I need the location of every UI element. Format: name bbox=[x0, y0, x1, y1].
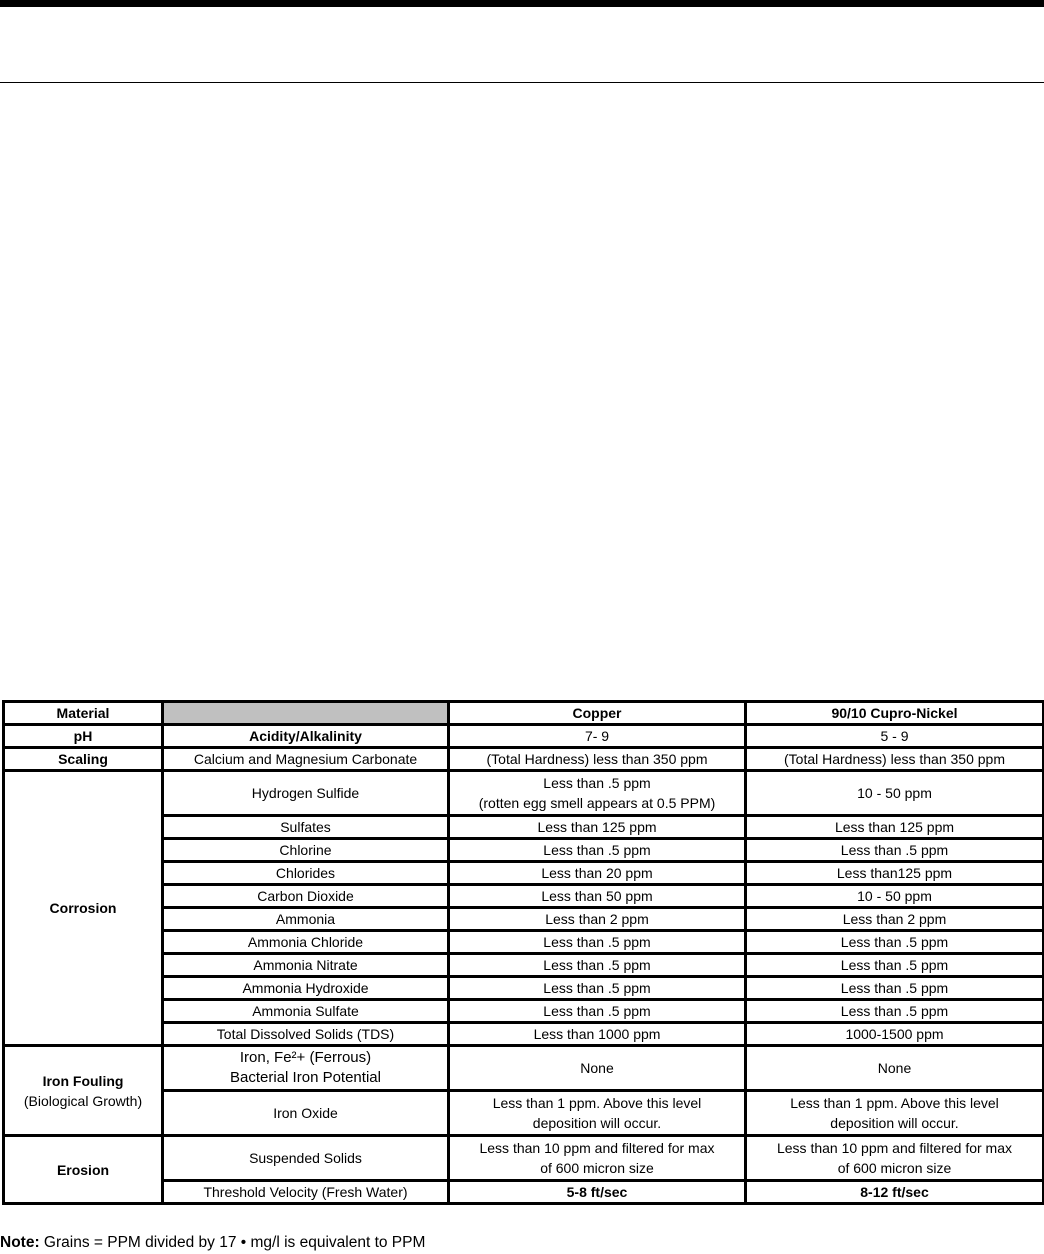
corrosion-copper: Less than .5 ppm bbox=[449, 954, 746, 977]
corrosion-copper: Less than 1000 ppm bbox=[449, 1023, 746, 1046]
ferrous-param-line1: Iron, Fe²+ (Ferrous) bbox=[239, 1049, 372, 1066]
scaling-param: Calcium and Magnesium Carbonate bbox=[163, 748, 449, 771]
iron-fouling-label: Iron Fouling bbox=[42, 1072, 124, 1089]
corrosion-param: Carbon Dioxide bbox=[163, 885, 449, 908]
h2s-param: Hydrogen Sulfide bbox=[163, 771, 449, 816]
oxide-cupro bbox=[746, 1091, 1044, 1136]
corrosion-param: Chlorides bbox=[163, 862, 449, 885]
ph-cupro: 5 - 9 bbox=[746, 725, 1044, 748]
corrosion-cupro: Less than 2 ppm bbox=[746, 908, 1044, 931]
ph-label: pH bbox=[4, 725, 163, 748]
corrosion-param: Ammonia Nitrate bbox=[163, 954, 449, 977]
corrosion-param: Ammonia Sulfate bbox=[163, 1000, 449, 1023]
corrosion-copper: Less than .5 ppm bbox=[449, 977, 746, 1000]
oxide-param: Iron Oxide bbox=[163, 1091, 449, 1136]
ferrous-copper: None bbox=[449, 1046, 746, 1091]
water-quality-table bbox=[2, 700, 1044, 1205]
velocity-cupro: 8-12 ft/sec bbox=[746, 1181, 1044, 1204]
corrosion-cupro: 1000-1500 ppm bbox=[746, 1023, 1044, 1046]
corrosion-copper: Less than .5 ppm bbox=[449, 1000, 746, 1023]
footnote bbox=[0, 1234, 425, 1252]
corrosion-param: Chlorine bbox=[163, 839, 449, 862]
oxide-copper-line1: Less than 1 ppm. Above this level bbox=[492, 1095, 702, 1111]
erosion-label: Erosion bbox=[4, 1136, 163, 1204]
solids-param: Suspended Solids bbox=[163, 1136, 449, 1181]
corrosion-copper: Less than 2 ppm bbox=[449, 908, 746, 931]
iron-ferrous-row bbox=[4, 1046, 1044, 1091]
corrosion-cupro: Less than 125 ppm bbox=[746, 816, 1044, 839]
note-label: Note: bbox=[0, 1234, 40, 1251]
corrosion-param: Sulfates bbox=[163, 816, 449, 839]
solids-copper-line1: Less than 10 ppm and filtered for max bbox=[479, 1140, 715, 1156]
oxide-copper-line2: deposition will occur. bbox=[532, 1115, 662, 1131]
solids-cupro bbox=[746, 1136, 1044, 1181]
corrosion-param: Ammonia Chloride bbox=[163, 931, 449, 954]
corrosion-param: Ammonia bbox=[163, 908, 449, 931]
corrosion-copper: Less than .5 ppm bbox=[449, 931, 746, 954]
scaling-row bbox=[4, 748, 1044, 771]
solids-copper bbox=[449, 1136, 746, 1181]
erosion-solids-row bbox=[4, 1136, 1044, 1181]
corrosion-param: Ammonia Hydroxide bbox=[163, 977, 449, 1000]
h2s-copper-line1: Less than .5 ppm bbox=[543, 775, 651, 791]
oxide-cupro-line2: deposition will occur. bbox=[830, 1115, 959, 1131]
iron-fouling-sublabel: (Biological Growth) bbox=[23, 1092, 143, 1109]
header-cupro-nickel: 90/10 Cupro-Nickel bbox=[746, 702, 1044, 725]
header-rule bbox=[0, 82, 1044, 83]
velocity-param: Threshold Velocity (Fresh Water) bbox=[163, 1181, 449, 1204]
top-bar bbox=[0, 0, 1044, 7]
solids-cupro-line2: of 600 micron size bbox=[837, 1160, 952, 1176]
solids-copper-line2: of 600 micron size bbox=[540, 1160, 654, 1176]
ferrous-param-line2: Bacterial Iron Potential bbox=[230, 1069, 381, 1086]
scaling-label: Scaling bbox=[4, 748, 163, 771]
corrosion-label: Corrosion bbox=[4, 771, 163, 1046]
ph-copper: 7- 9 bbox=[449, 725, 746, 748]
h2s-copper-line2: (rotten egg smell appears at 0.5 PPM) bbox=[478, 795, 716, 811]
ferrous-param bbox=[163, 1046, 449, 1091]
h2s-copper bbox=[449, 771, 746, 816]
corrosion-cupro: Less than125 ppm bbox=[746, 862, 1044, 885]
corrosion-copper: Less than 125 ppm bbox=[449, 816, 746, 839]
corrosion-cupro: Less than .5 ppm bbox=[746, 1000, 1044, 1023]
corrosion-cupro: 10 - 50 ppm bbox=[746, 885, 1044, 908]
header-material: Material bbox=[4, 702, 163, 725]
ph-param: Acidity/Alkalinity bbox=[163, 725, 449, 748]
corrosion-h2s-row bbox=[4, 771, 1044, 816]
note-text: Grains = PPM divided by 17 • mg/l is equivalent to PPM bbox=[39, 1234, 426, 1251]
corrosion-cupro: Less than .5 ppm bbox=[746, 977, 1044, 1000]
solids-cupro-line1: Less than 10 ppm and filtered for max bbox=[776, 1140, 1013, 1156]
corrosion-cupro: Less than .5 ppm bbox=[746, 954, 1044, 977]
header-copper: Copper bbox=[449, 702, 746, 725]
corrosion-cupro: Less than .5 ppm bbox=[746, 839, 1044, 862]
scaling-copper: (Total Hardness) less than 350 ppm bbox=[449, 748, 746, 771]
header-row bbox=[4, 702, 1044, 725]
oxide-copper bbox=[449, 1091, 746, 1136]
corrosion-cupro: Less than .5 ppm bbox=[746, 931, 1044, 954]
iron-fouling-label-cell bbox=[4, 1046, 163, 1136]
corrosion-copper: Less than 20 ppm bbox=[449, 862, 746, 885]
h2s-cupro: 10 - 50 ppm bbox=[746, 771, 1044, 816]
corrosion-copper: Less than .5 ppm bbox=[449, 839, 746, 862]
oxide-cupro-line1: Less than 1 ppm. Above this level bbox=[790, 1095, 999, 1111]
velocity-copper: 5-8 ft/sec bbox=[449, 1181, 746, 1204]
scaling-cupro: (Total Hardness) less than 350 ppm bbox=[746, 748, 1044, 771]
corrosion-copper: Less than 50 ppm bbox=[449, 885, 746, 908]
corrosion-param: Total Dissolved Solids (TDS) bbox=[163, 1023, 449, 1046]
ph-row bbox=[4, 725, 1044, 748]
ferrous-cupro: None bbox=[746, 1046, 1044, 1091]
header-blank bbox=[163, 702, 449, 725]
